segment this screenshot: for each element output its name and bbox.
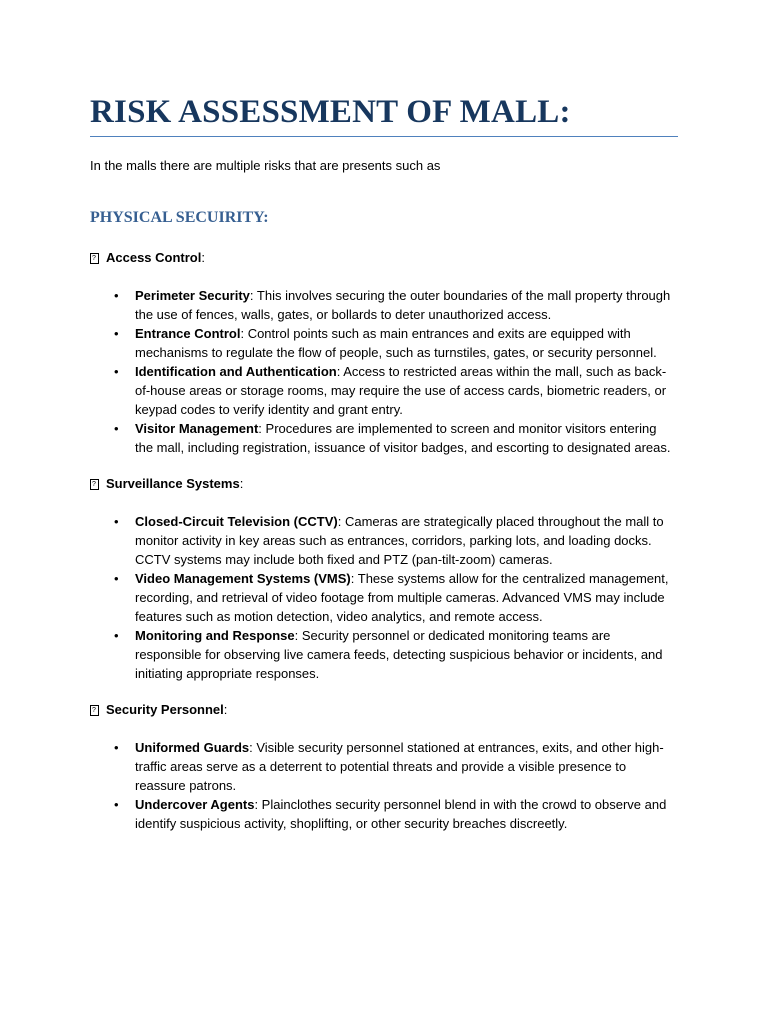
bullet-icon: • bbox=[114, 628, 119, 643]
subsection-colon: : bbox=[201, 250, 205, 265]
bullet-icon: • bbox=[114, 288, 119, 303]
list-item bbox=[114, 512, 678, 569]
list-item bbox=[114, 626, 678, 683]
list-item bbox=[114, 738, 678, 795]
missing-glyph-box-icon bbox=[90, 253, 99, 264]
item-text: : Cameras are strategically placed throughout the mall to monitor activity in key areas such as entrances, corridors, parking lots, and loading docks. CCTV systems may include both fixed and PTZ (pan-tilt-zoom) cameras. bbox=[135, 514, 664, 567]
item-text: : Access to restricted areas within the mall, such as back-of-house areas or storage rooms, may require the use of access cards, biometric readers, or keypad codes to verify identity and grant entry. bbox=[135, 364, 667, 417]
bullet-list-access-control bbox=[90, 286, 678, 457]
item-term: Visitor Management bbox=[135, 421, 259, 436]
bullet-icon: • bbox=[114, 514, 119, 529]
bullet-list-security-personnel bbox=[90, 738, 678, 833]
item-term: Uniformed Guards bbox=[135, 740, 250, 755]
bullet-icon: • bbox=[114, 364, 119, 379]
subsection-surveillance-systems bbox=[90, 475, 678, 493]
item-term: Monitoring and Response bbox=[135, 628, 295, 643]
list-item bbox=[114, 569, 678, 626]
list-item bbox=[114, 362, 678, 419]
bullet-icon: • bbox=[114, 797, 119, 812]
subsection-title: Access Control bbox=[106, 250, 202, 265]
item-term: Identification and Authentication bbox=[135, 364, 337, 379]
subsection-colon: : bbox=[223, 702, 228, 717]
item-term: Closed-Circuit Television (CCTV) bbox=[135, 514, 338, 529]
bullet-icon: • bbox=[114, 326, 119, 341]
item-text: : This involves securing the outer boundaries of the mall property through the use of fences, walls, gates, or bollards to deter unauthorized access. bbox=[135, 288, 671, 322]
bullet-icon: • bbox=[114, 571, 119, 586]
item-text: : Control points such as main entrances and exits are equipped with mechanisms to regulate the flow of people, such as turnstiles, gates, or security personnel. bbox=[135, 326, 657, 360]
document-title: RISK ASSESSMENT OF MALL: bbox=[90, 92, 678, 137]
item-term: Video Management Systems (VMS) bbox=[135, 571, 351, 586]
item-text: : These systems allow for the centralized management, recording, and retrieval of video footage from multiple cameras. Advanced VMS may include features such as motion detection, video analytics, and remote access. bbox=[135, 571, 669, 624]
list-item bbox=[114, 324, 678, 362]
list-item bbox=[114, 286, 678, 324]
bullet-list-surveillance-systems bbox=[90, 512, 678, 683]
missing-glyph-box-icon bbox=[90, 479, 99, 490]
bullet-icon: • bbox=[114, 740, 119, 755]
item-text: : Visible security personnel stationed at entrances, exits, and other high-traffic areas serve as a deterrent to potential threats and provide a visible presence to reassure patrons. bbox=[135, 740, 664, 793]
item-text: : Plainclothes security personnel blend in with the crowd to observe and identify suspicious activity, shoplifting, or other security breaches discreetly. bbox=[135, 797, 667, 831]
list-item bbox=[114, 795, 678, 833]
subsection-security-personnel bbox=[90, 701, 678, 719]
bullet-icon: • bbox=[114, 421, 119, 436]
subsection-colon: : bbox=[239, 476, 244, 491]
item-term: Entrance Control bbox=[135, 326, 241, 341]
document-content bbox=[90, 92, 678, 833]
subsection-title: Surveillance Systems bbox=[106, 476, 240, 491]
section-heading: PHYSICAL SECUIRITY: bbox=[90, 209, 269, 226]
intro-paragraph: In the malls there are multiple risks that are presents such as bbox=[90, 158, 441, 173]
item-text: : Procedures are implemented to screen and monitor visitors entering the mall, including registration, issuance of visitor badges, and escorting to designated areas. bbox=[135, 421, 671, 455]
subsection-title: Security Personnel bbox=[106, 702, 224, 717]
item-term: Perimeter Security bbox=[135, 288, 250, 303]
list-item bbox=[114, 419, 678, 457]
item-term: Undercover Agents bbox=[135, 797, 255, 812]
subsection-access-control bbox=[90, 249, 678, 267]
item-text: : Security personnel or dedicated monitoring teams are responsible for observing live camera feeds, detecting suspicious behavior or incidents, and initiating appropriate responses. bbox=[135, 628, 663, 681]
missing-glyph-box-icon bbox=[90, 705, 99, 716]
